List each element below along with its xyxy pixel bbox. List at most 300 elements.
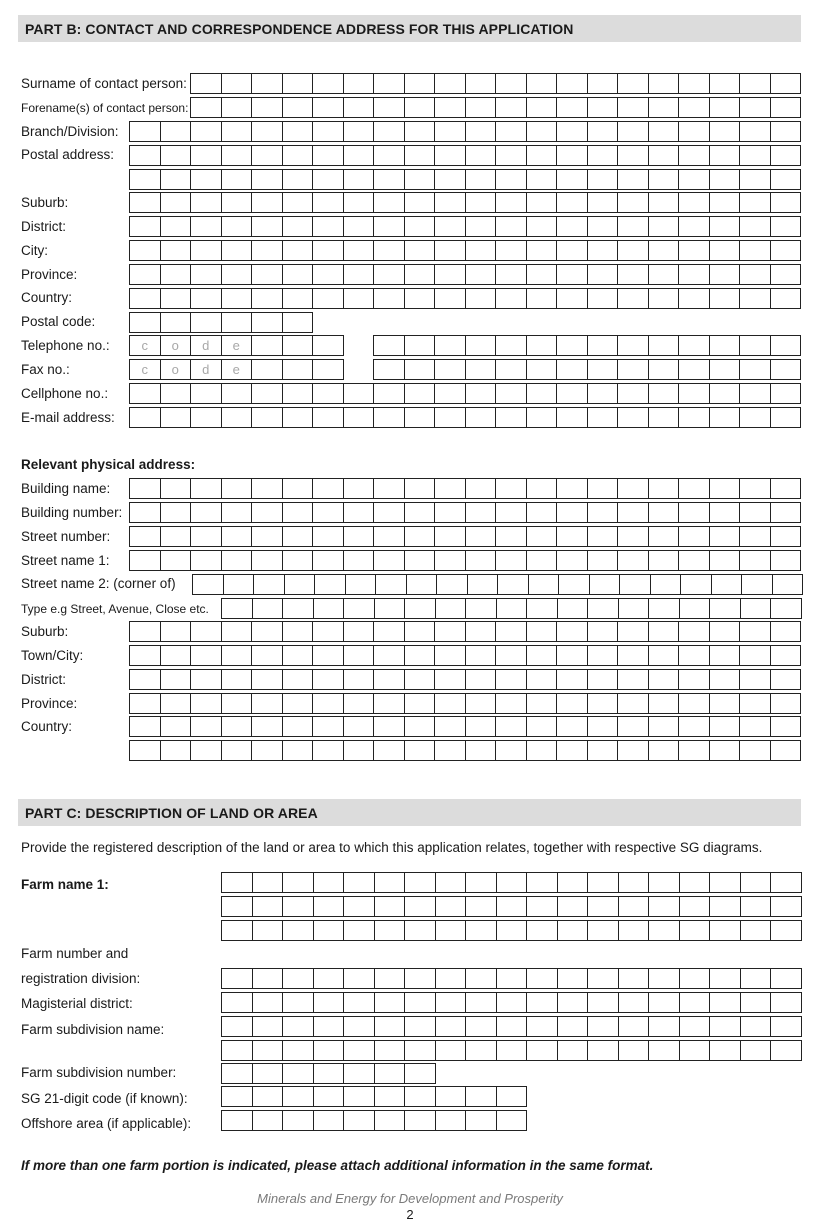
building-name-boxes-box[interactable] bbox=[374, 478, 405, 499]
email-boxes-box[interactable] bbox=[588, 407, 619, 428]
suburb-boxes-box[interactable] bbox=[222, 192, 253, 213]
suburb-boxes[interactable] bbox=[129, 192, 801, 213]
magisterial-district-boxes[interactable] bbox=[221, 992, 802, 1013]
farm-name-boxes-1[interactable] bbox=[221, 872, 802, 893]
physical-district-boxes-box[interactable] bbox=[710, 669, 741, 690]
city-boxes-box[interactable] bbox=[496, 240, 527, 261]
physical-district-boxes-box[interactable] bbox=[527, 669, 558, 690]
forenames-boxes-box[interactable] bbox=[557, 97, 588, 118]
subdivision-number-boxes-box[interactable] bbox=[222, 1063, 253, 1084]
physical-province-boxes-box[interactable] bbox=[557, 693, 588, 714]
building-number-boxes-box[interactable] bbox=[161, 502, 192, 523]
street-type-boxes-box[interactable] bbox=[527, 598, 558, 619]
country-boxes-box[interactable] bbox=[618, 288, 649, 309]
street-name-2-boxes-box[interactable] bbox=[193, 574, 224, 595]
cellphone-boxes-box[interactable] bbox=[252, 383, 283, 404]
physical-suburb-boxes-box[interactable] bbox=[435, 621, 466, 642]
farm-name-boxes-1-box[interactable] bbox=[253, 872, 284, 893]
fax-number-boxes-box[interactable] bbox=[740, 359, 771, 380]
farm-number-boxes-box[interactable] bbox=[222, 968, 253, 989]
cellphone-boxes-box[interactable] bbox=[466, 383, 497, 404]
farm-name-boxes-3-box[interactable] bbox=[680, 920, 711, 941]
fax-number-boxes-box[interactable] bbox=[557, 359, 588, 380]
street-number-boxes-box[interactable] bbox=[679, 526, 710, 547]
town-city-boxes-box[interactable] bbox=[313, 645, 344, 666]
physical-district-boxes-box[interactable] bbox=[740, 669, 771, 690]
street-number-boxes-box[interactable] bbox=[405, 526, 436, 547]
forenames-boxes-box[interactable] bbox=[527, 97, 558, 118]
email-boxes-box[interactable] bbox=[649, 407, 680, 428]
physical-province-boxes-box[interactable] bbox=[679, 693, 710, 714]
email-boxes-box[interactable] bbox=[283, 407, 314, 428]
district-boxes-box[interactable] bbox=[679, 216, 710, 237]
street-type-boxes-box[interactable] bbox=[497, 598, 528, 619]
forenames-boxes-box[interactable] bbox=[405, 97, 436, 118]
suburb-boxes-box[interactable] bbox=[588, 192, 619, 213]
country-boxes-box[interactable] bbox=[374, 288, 405, 309]
postal-address-boxes-2-box[interactable] bbox=[283, 169, 314, 190]
building-number-boxes-box[interactable] bbox=[527, 502, 558, 523]
physical-country-boxes-box[interactable] bbox=[161, 716, 192, 737]
subdivision-number-boxes-box[interactable] bbox=[283, 1063, 314, 1084]
district-boxes-box[interactable] bbox=[222, 216, 253, 237]
fax-code-boxes-box[interactable]: c bbox=[130, 359, 161, 380]
street-type-boxes-box[interactable] bbox=[344, 598, 375, 619]
street-type-boxes-box[interactable] bbox=[680, 598, 711, 619]
street-name-2-boxes[interactable] bbox=[192, 574, 803, 595]
email-boxes-box[interactable] bbox=[618, 407, 649, 428]
forenames-boxes-box[interactable] bbox=[618, 97, 649, 118]
physical-suburb-boxes-box[interactable] bbox=[527, 621, 558, 642]
physical-country-boxes-box[interactable] bbox=[283, 716, 314, 737]
farm-name-boxes-3-box[interactable] bbox=[253, 920, 284, 941]
street-name-2-boxes-box[interactable] bbox=[773, 574, 804, 595]
farm-name-boxes-2-box[interactable] bbox=[588, 896, 619, 917]
suburb-boxes-box[interactable] bbox=[161, 192, 192, 213]
country-boxes-box[interactable] bbox=[740, 288, 771, 309]
surname-boxes-box[interactable] bbox=[252, 73, 283, 94]
building-number-boxes-box[interactable] bbox=[313, 502, 344, 523]
building-name-boxes-box[interactable] bbox=[191, 478, 222, 499]
farm-name-boxes-1-box[interactable] bbox=[466, 872, 497, 893]
postal-address-boxes-box[interactable] bbox=[374, 145, 405, 166]
physical-district-boxes-box[interactable] bbox=[313, 669, 344, 690]
subdivision-name-boxes-2-box[interactable] bbox=[283, 1040, 314, 1061]
cellphone-boxes-box[interactable] bbox=[496, 383, 527, 404]
farm-name-boxes-2-box[interactable] bbox=[710, 896, 741, 917]
physical-country-boxes-2-box[interactable] bbox=[588, 740, 619, 761]
city-boxes-box[interactable] bbox=[313, 240, 344, 261]
branch-boxes-box[interactable] bbox=[710, 121, 741, 142]
farm-name-boxes-2-box[interactable] bbox=[558, 896, 589, 917]
province-boxes-box[interactable] bbox=[222, 264, 253, 285]
physical-province-boxes-box[interactable] bbox=[435, 693, 466, 714]
street-number-boxes-box[interactable] bbox=[710, 526, 741, 547]
fax-number-boxes-box[interactable] bbox=[618, 359, 649, 380]
street-number-boxes-box[interactable] bbox=[527, 526, 558, 547]
suburb-boxes-box[interactable] bbox=[771, 192, 802, 213]
farm-name-boxes-3-box[interactable] bbox=[375, 920, 406, 941]
country-boxes-box[interactable] bbox=[679, 288, 710, 309]
suburb-boxes-box[interactable] bbox=[557, 192, 588, 213]
suburb-boxes-box[interactable] bbox=[313, 192, 344, 213]
fax-code-boxes-box[interactable]: d bbox=[191, 359, 222, 380]
physical-country-boxes-2-box[interactable] bbox=[405, 740, 436, 761]
forenames-boxes-box[interactable] bbox=[496, 97, 527, 118]
fax-number-boxes-box[interactable] bbox=[679, 359, 710, 380]
telephone-number-boxes-box[interactable] bbox=[771, 335, 802, 356]
farm-name-boxes-2[interactable] bbox=[221, 896, 802, 917]
branch-boxes-box[interactable] bbox=[374, 121, 405, 142]
country-boxes[interactable] bbox=[129, 288, 801, 309]
province-boxes-box[interactable] bbox=[374, 264, 405, 285]
physical-province-boxes-box[interactable] bbox=[740, 693, 771, 714]
street-name-2-boxes-box[interactable] bbox=[346, 574, 377, 595]
branch-boxes-box[interactable] bbox=[222, 121, 253, 142]
building-name-boxes-box[interactable] bbox=[618, 478, 649, 499]
building-name-boxes-box[interactable] bbox=[557, 478, 588, 499]
telephone-number-boxes-box[interactable] bbox=[435, 335, 466, 356]
forenames-boxes-box[interactable] bbox=[679, 97, 710, 118]
town-city-boxes-box[interactable] bbox=[466, 645, 497, 666]
building-name-boxes-box[interactable] bbox=[222, 478, 253, 499]
magisterial-district-boxes-box[interactable] bbox=[680, 992, 711, 1013]
district-boxes-box[interactable] bbox=[283, 216, 314, 237]
cellphone-boxes-box[interactable] bbox=[222, 383, 253, 404]
physical-suburb-boxes-box[interactable] bbox=[771, 621, 802, 642]
town-city-boxes-box[interactable] bbox=[130, 645, 161, 666]
email-boxes-box[interactable] bbox=[405, 407, 436, 428]
province-boxes-box[interactable] bbox=[649, 264, 680, 285]
city-boxes-box[interactable] bbox=[252, 240, 283, 261]
postal-address-boxes-2-box[interactable] bbox=[496, 169, 527, 190]
postal-address-boxes-box[interactable] bbox=[130, 145, 161, 166]
country-boxes-box[interactable] bbox=[191, 288, 222, 309]
physical-suburb-boxes[interactable] bbox=[129, 621, 801, 642]
physical-district-boxes-box[interactable] bbox=[771, 669, 802, 690]
street-name-2-boxes-box[interactable] bbox=[376, 574, 407, 595]
province-boxes-box[interactable] bbox=[557, 264, 588, 285]
physical-country-boxes-2-box[interactable] bbox=[435, 740, 466, 761]
subdivision-number-boxes-box[interactable] bbox=[253, 1063, 284, 1084]
forenames-boxes-box[interactable] bbox=[191, 97, 222, 118]
postal-address-boxes-box[interactable] bbox=[283, 145, 314, 166]
physical-province-boxes-box[interactable] bbox=[161, 693, 192, 714]
physical-suburb-boxes-box[interactable] bbox=[588, 621, 619, 642]
forenames-boxes-box[interactable] bbox=[588, 97, 619, 118]
street-name-1-boxes-box[interactable] bbox=[191, 550, 222, 571]
physical-province-boxes-box[interactable] bbox=[710, 693, 741, 714]
building-name-boxes-box[interactable] bbox=[161, 478, 192, 499]
sg-code-boxes-box[interactable] bbox=[222, 1086, 253, 1107]
street-type-boxes-box[interactable] bbox=[405, 598, 436, 619]
postal-address-boxes-2-box[interactable] bbox=[557, 169, 588, 190]
postal-address-boxes-box[interactable] bbox=[496, 145, 527, 166]
physical-district-boxes-box[interactable] bbox=[374, 669, 405, 690]
street-type-boxes-box[interactable] bbox=[710, 598, 741, 619]
farm-name-boxes-1-box[interactable] bbox=[588, 872, 619, 893]
building-name-boxes-box[interactable] bbox=[588, 478, 619, 499]
street-name-2-boxes-box[interactable] bbox=[498, 574, 529, 595]
physical-province-boxes-box[interactable] bbox=[130, 693, 161, 714]
telephone-code-boxes-box[interactable]: d bbox=[191, 335, 222, 356]
cellphone-boxes-box[interactable] bbox=[618, 383, 649, 404]
town-city-boxes[interactable] bbox=[129, 645, 801, 666]
postal-address-boxes-2-box[interactable] bbox=[161, 169, 192, 190]
street-number-boxes-box[interactable] bbox=[252, 526, 283, 547]
physical-suburb-boxes-box[interactable] bbox=[649, 621, 680, 642]
physical-country-boxes-box[interactable] bbox=[405, 716, 436, 737]
physical-suburb-boxes-box[interactable] bbox=[252, 621, 283, 642]
farm-name-boxes-3-box[interactable] bbox=[527, 920, 558, 941]
district-boxes-box[interactable] bbox=[435, 216, 466, 237]
building-number-boxes[interactable] bbox=[129, 502, 801, 523]
physical-district-boxes-box[interactable] bbox=[588, 669, 619, 690]
offshore-boxes-box[interactable] bbox=[497, 1110, 528, 1131]
town-city-boxes-box[interactable] bbox=[374, 645, 405, 666]
country-boxes-box[interactable] bbox=[527, 288, 558, 309]
email-boxes-box[interactable] bbox=[435, 407, 466, 428]
physical-country-boxes-2-box[interactable] bbox=[191, 740, 222, 761]
city-boxes-box[interactable] bbox=[435, 240, 466, 261]
sg-code-boxes-box[interactable] bbox=[405, 1086, 436, 1107]
physical-suburb-boxes-box[interactable] bbox=[191, 621, 222, 642]
city-boxes-box[interactable] bbox=[740, 240, 771, 261]
street-number-boxes-box[interactable] bbox=[313, 526, 344, 547]
suburb-boxes-box[interactable] bbox=[496, 192, 527, 213]
physical-country-boxes-2-box[interactable] bbox=[679, 740, 710, 761]
street-name-2-boxes-box[interactable] bbox=[742, 574, 773, 595]
farm-number-boxes-box[interactable] bbox=[588, 968, 619, 989]
physical-district-boxes-box[interactable] bbox=[649, 669, 680, 690]
farm-number-boxes-box[interactable] bbox=[527, 968, 558, 989]
physical-country-boxes[interactable] bbox=[129, 716, 801, 737]
branch-boxes-box[interactable] bbox=[283, 121, 314, 142]
fax-code-boxes-box[interactable]: e bbox=[222, 359, 253, 380]
street-type-boxes-box[interactable] bbox=[619, 598, 650, 619]
cellphone-boxes-box[interactable] bbox=[283, 383, 314, 404]
building-number-boxes-box[interactable] bbox=[588, 502, 619, 523]
country-boxes-box[interactable] bbox=[466, 288, 497, 309]
street-name-1-boxes-box[interactable] bbox=[405, 550, 436, 571]
farm-name-boxes-2-box[interactable] bbox=[466, 896, 497, 917]
branch-boxes-box[interactable] bbox=[466, 121, 497, 142]
suburb-boxes-box[interactable] bbox=[710, 192, 741, 213]
offshore-boxes-box[interactable] bbox=[344, 1110, 375, 1131]
sg-code-boxes-box[interactable] bbox=[283, 1086, 314, 1107]
street-name-1-boxes-box[interactable] bbox=[313, 550, 344, 571]
forenames-boxes-box[interactable] bbox=[466, 97, 497, 118]
subdivision-name-boxes-2-box[interactable] bbox=[710, 1040, 741, 1061]
province-boxes-box[interactable] bbox=[344, 264, 375, 285]
cellphone-boxes-box[interactable] bbox=[161, 383, 192, 404]
farm-number-boxes-box[interactable] bbox=[466, 968, 497, 989]
farm-name-boxes-2-box[interactable] bbox=[436, 896, 467, 917]
building-name-boxes-box[interactable] bbox=[283, 478, 314, 499]
subdivision-name-boxes-1-box[interactable] bbox=[588, 1016, 619, 1037]
farm-name-boxes-2-box[interactable] bbox=[222, 896, 253, 917]
physical-country-boxes-box[interactable] bbox=[130, 716, 161, 737]
building-number-boxes-box[interactable] bbox=[374, 502, 405, 523]
building-number-boxes-box[interactable] bbox=[557, 502, 588, 523]
street-number-boxes-box[interactable] bbox=[557, 526, 588, 547]
magisterial-district-boxes-box[interactable] bbox=[558, 992, 589, 1013]
farm-number-boxes-box[interactable] bbox=[771, 968, 802, 989]
postal-address-boxes-2-box[interactable] bbox=[527, 169, 558, 190]
postal-address-boxes[interactable] bbox=[129, 145, 801, 166]
forenames-boxes-box[interactable] bbox=[222, 97, 253, 118]
postal-address-boxes-2-box[interactable] bbox=[191, 169, 222, 190]
email-boxes-box[interactable] bbox=[191, 407, 222, 428]
city-boxes[interactable] bbox=[129, 240, 801, 261]
physical-province-boxes-box[interactable] bbox=[496, 693, 527, 714]
physical-suburb-boxes-box[interactable] bbox=[740, 621, 771, 642]
fax-code-boxes-box[interactable] bbox=[313, 359, 344, 380]
fax-code-boxes[interactable] bbox=[129, 359, 344, 380]
country-boxes-box[interactable] bbox=[405, 288, 436, 309]
farm-name-boxes-3-box[interactable] bbox=[283, 920, 314, 941]
street-name-2-boxes-box[interactable] bbox=[559, 574, 590, 595]
fax-number-boxes-box[interactable] bbox=[771, 359, 802, 380]
street-name-1-boxes-box[interactable] bbox=[710, 550, 741, 571]
physical-suburb-boxes-box[interactable] bbox=[496, 621, 527, 642]
town-city-boxes-box[interactable] bbox=[557, 645, 588, 666]
subdivision-number-boxes-box[interactable] bbox=[314, 1063, 345, 1084]
street-number-boxes-box[interactable] bbox=[283, 526, 314, 547]
street-name-2-boxes-box[interactable] bbox=[712, 574, 743, 595]
fax-number-boxes-box[interactable] bbox=[710, 359, 741, 380]
street-name-1-boxes-box[interactable] bbox=[161, 550, 192, 571]
suburb-boxes-box[interactable] bbox=[191, 192, 222, 213]
subdivision-name-boxes-1-box[interactable] bbox=[253, 1016, 284, 1037]
street-name-1-boxes-box[interactable] bbox=[283, 550, 314, 571]
subdivision-number-boxes-box[interactable] bbox=[405, 1063, 436, 1084]
postal-address-boxes-2-box[interactable] bbox=[222, 169, 253, 190]
postal-code-boxes[interactable] bbox=[129, 312, 313, 333]
subdivision-name-boxes-1-box[interactable] bbox=[771, 1016, 802, 1037]
city-boxes-box[interactable] bbox=[771, 240, 802, 261]
farm-number-boxes-box[interactable] bbox=[314, 968, 345, 989]
surname-boxes-box[interactable] bbox=[435, 73, 466, 94]
street-type-boxes-box[interactable] bbox=[741, 598, 772, 619]
forenames-boxes-box[interactable] bbox=[313, 97, 344, 118]
province-boxes-box[interactable] bbox=[405, 264, 436, 285]
surname-boxes-box[interactable] bbox=[710, 73, 741, 94]
postal-address-boxes-2-box[interactable] bbox=[466, 169, 497, 190]
street-type-boxes-box[interactable] bbox=[436, 598, 467, 619]
city-boxes-box[interactable] bbox=[344, 240, 375, 261]
district-boxes-box[interactable] bbox=[710, 216, 741, 237]
city-boxes-box[interactable] bbox=[588, 240, 619, 261]
farm-name-boxes-1-box[interactable] bbox=[649, 872, 680, 893]
subdivision-name-boxes-1-box[interactable] bbox=[283, 1016, 314, 1037]
surname-boxes-box[interactable] bbox=[496, 73, 527, 94]
building-number-boxes-box[interactable] bbox=[435, 502, 466, 523]
suburb-boxes-box[interactable] bbox=[527, 192, 558, 213]
physical-country-boxes-box[interactable] bbox=[679, 716, 710, 737]
building-name-boxes-box[interactable] bbox=[679, 478, 710, 499]
subdivision-name-boxes-2-box[interactable] bbox=[649, 1040, 680, 1061]
postal-code-boxes-box[interactable] bbox=[252, 312, 283, 333]
sg-code-boxes-box[interactable] bbox=[344, 1086, 375, 1107]
farm-name-boxes-3-box[interactable] bbox=[710, 920, 741, 941]
physical-suburb-boxes-box[interactable] bbox=[679, 621, 710, 642]
sg-code-boxes-box[interactable] bbox=[497, 1086, 528, 1107]
district-boxes-box[interactable] bbox=[771, 216, 802, 237]
postal-address-boxes-2-box[interactable] bbox=[435, 169, 466, 190]
cellphone-boxes-box[interactable] bbox=[344, 383, 375, 404]
magisterial-district-boxes-box[interactable] bbox=[466, 992, 497, 1013]
subdivision-name-boxes-2-box[interactable] bbox=[619, 1040, 650, 1061]
street-number-boxes-box[interactable] bbox=[130, 526, 161, 547]
email-boxes-box[interactable] bbox=[679, 407, 710, 428]
email-boxes-box[interactable] bbox=[130, 407, 161, 428]
physical-province-boxes-box[interactable] bbox=[527, 693, 558, 714]
physical-suburb-boxes-box[interactable] bbox=[283, 621, 314, 642]
farm-name-boxes-1-box[interactable] bbox=[375, 872, 406, 893]
branch-boxes-box[interactable] bbox=[313, 121, 344, 142]
farm-name-boxes-1-box[interactable] bbox=[710, 872, 741, 893]
city-boxes-box[interactable] bbox=[679, 240, 710, 261]
street-number-boxes-box[interactable] bbox=[161, 526, 192, 547]
farm-name-boxes-3-box[interactable] bbox=[619, 920, 650, 941]
country-boxes-box[interactable] bbox=[283, 288, 314, 309]
physical-country-boxes-2-box[interactable] bbox=[557, 740, 588, 761]
farm-name-boxes-3-box[interactable] bbox=[588, 920, 619, 941]
farm-name-boxes-3-box[interactable] bbox=[558, 920, 589, 941]
town-city-boxes-box[interactable] bbox=[405, 645, 436, 666]
physical-country-boxes-2[interactable] bbox=[129, 740, 801, 761]
physical-country-boxes-2-box[interactable] bbox=[527, 740, 558, 761]
street-name-1-boxes-box[interactable] bbox=[344, 550, 375, 571]
physical-province-boxes-box[interactable] bbox=[374, 693, 405, 714]
email-boxes-box[interactable] bbox=[466, 407, 497, 428]
farm-number-boxes-box[interactable] bbox=[436, 968, 467, 989]
telephone-number-boxes-box[interactable] bbox=[466, 335, 497, 356]
forenames-boxes-box[interactable] bbox=[344, 97, 375, 118]
branch-boxes[interactable] bbox=[129, 121, 801, 142]
street-type-boxes-box[interactable] bbox=[771, 598, 802, 619]
suburb-boxes-box[interactable] bbox=[405, 192, 436, 213]
street-name-1-boxes-box[interactable] bbox=[496, 550, 527, 571]
street-name-1-boxes-box[interactable] bbox=[771, 550, 802, 571]
country-boxes-box[interactable] bbox=[557, 288, 588, 309]
magisterial-district-boxes-box[interactable] bbox=[741, 992, 772, 1013]
physical-country-boxes-box[interactable] bbox=[740, 716, 771, 737]
street-name-1-boxes-box[interactable] bbox=[679, 550, 710, 571]
telephone-number-boxes-box[interactable] bbox=[679, 335, 710, 356]
physical-country-boxes-box[interactable] bbox=[557, 716, 588, 737]
postal-address-boxes-2-box[interactable] bbox=[740, 169, 771, 190]
farm-name-boxes-1-box[interactable] bbox=[680, 872, 711, 893]
postal-address-boxes-2-box[interactable] bbox=[588, 169, 619, 190]
town-city-boxes-box[interactable] bbox=[191, 645, 222, 666]
subdivision-number-boxes[interactable] bbox=[221, 1063, 436, 1084]
building-number-boxes-box[interactable] bbox=[466, 502, 497, 523]
offshore-boxes-box[interactable] bbox=[436, 1110, 467, 1131]
building-name-boxes-box[interactable] bbox=[466, 478, 497, 499]
farm-name-boxes-3-box[interactable] bbox=[466, 920, 497, 941]
surname-boxes-box[interactable] bbox=[405, 73, 436, 94]
physical-country-boxes-box[interactable] bbox=[313, 716, 344, 737]
province-boxes[interactable] bbox=[129, 264, 801, 285]
town-city-boxes-box[interactable] bbox=[252, 645, 283, 666]
physical-country-boxes-box[interactable] bbox=[466, 716, 497, 737]
telephone-number-boxes-box[interactable] bbox=[649, 335, 680, 356]
street-name-1-boxes-box[interactable] bbox=[740, 550, 771, 571]
building-number-boxes-box[interactable] bbox=[710, 502, 741, 523]
cellphone-boxes-box[interactable] bbox=[588, 383, 619, 404]
